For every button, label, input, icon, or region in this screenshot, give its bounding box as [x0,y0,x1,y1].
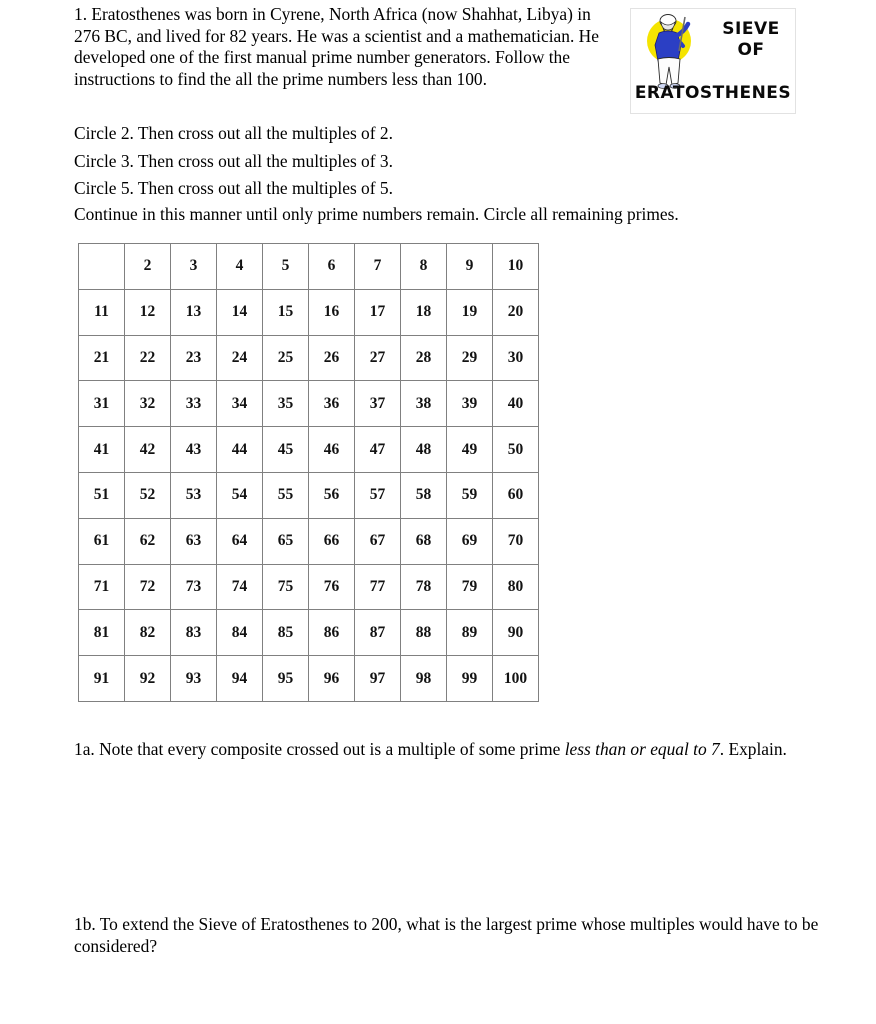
table-row [79,610,539,656]
grid-cell-73[interactable]: 73 [171,564,217,610]
grid-cell-36[interactable]: 36 [309,381,355,427]
table-row [79,656,539,702]
grid-cell-34[interactable]: 34 [217,381,263,427]
grid-cell-62[interactable]: 62 [125,518,171,564]
grid-cell-83[interactable]: 83 [171,610,217,656]
grid-cell-70[interactable]: 70 [493,518,539,564]
instruction-line-5: Circle 5. Then cross out all the multiples of 5. [74,178,393,198]
instruction-continue-line: Continue in this manner until only prime numbers remain. Circle all remaining primes. [74,204,679,224]
grid-cell-22[interactable]: 22 [125,335,171,381]
grid-cell-76[interactable]: 76 [309,564,355,610]
table-row [79,244,539,290]
question-1b: 1b. To extend the Sieve of Eratosthenes to 200, what is the largest prime whose multiples would have to be considered? [74,914,819,956]
grid-cell-30[interactable]: 30 [493,335,539,381]
grid-cell-42[interactable]: 42 [125,427,171,473]
grid-cell-69[interactable]: 69 [447,518,493,564]
grid-cell-empty[interactable] [79,244,125,290]
grid-cell-75[interactable]: 75 [263,564,309,610]
grid-cell-38[interactable]: 38 [401,381,447,427]
instruction-line-3: Circle 3. Then cross out all the multiples of 3. [74,150,393,171]
question-1a-text-part1: 1a. Note that every composite crossed out is a multiple of some prime [74,739,565,759]
grid-cell-15[interactable]: 15 [263,289,309,335]
grid-cell-51[interactable]: 51 [79,472,125,518]
sieve-number-table [78,243,539,702]
grid-cell-29[interactable]: 29 [447,335,493,381]
table-row [79,518,539,564]
grid-cell-52[interactable]: 52 [125,472,171,518]
table-row [79,427,539,473]
grid-cell-74[interactable]: 74 [217,564,263,610]
grid-cell-12[interactable]: 12 [125,289,171,335]
grid-cell-63[interactable]: 63 [171,518,217,564]
grid-cell-14[interactable]: 14 [217,289,263,335]
grid-cell-93[interactable]: 93 [171,656,217,702]
grid-cell-18[interactable]: 18 [401,289,447,335]
grid-cell-3[interactable]: 3 [171,244,217,290]
grid-cell-13[interactable]: 13 [171,289,217,335]
logo-wordmark-top [709,21,793,60]
grid-cell-45[interactable]: 45 [263,427,309,473]
grid-cell-9[interactable]: 9 [447,244,493,290]
grid-cell-86[interactable]: 86 [309,610,355,656]
grid-cell-79[interactable]: 79 [447,564,493,610]
instruction-list [74,120,774,203]
grid-cell-100[interactable]: 100 [493,656,539,702]
table-row [79,335,539,381]
grid-cell-59[interactable]: 59 [447,472,493,518]
grid-cell-7[interactable]: 7 [355,244,401,290]
grid-cell-32[interactable]: 32 [125,381,171,427]
grid-cell-81[interactable]: 81 [79,610,125,656]
logo-line-of: OF [737,39,765,60]
grid-cell-66[interactable]: 66 [309,518,355,564]
grid-cell-40[interactable]: 40 [493,381,539,427]
grid-cell-33[interactable]: 33 [171,381,217,427]
grid-cell-71[interactable]: 71 [79,564,125,610]
grid-cell-47[interactable]: 47 [355,427,401,473]
grid-cell-94[interactable]: 94 [217,656,263,702]
sieve-logo [630,8,796,114]
grid-cell-49[interactable]: 49 [447,427,493,473]
grid-cell-4[interactable]: 4 [217,244,263,290]
question-1a-text-part2: . Explain. [719,739,787,759]
grid-cell-43[interactable]: 43 [171,427,217,473]
grid-cell-57[interactable]: 57 [355,472,401,518]
grid-cell-72[interactable]: 72 [125,564,171,610]
page-header [0,0,876,122]
grid-cell-11[interactable]: 11 [79,289,125,335]
grid-cell-17[interactable]: 17 [355,289,401,335]
grid-cell-39[interactable]: 39 [447,381,493,427]
table-row [79,472,539,518]
greek-scholar-icon [635,11,707,93]
grid-cell-60[interactable]: 60 [493,472,539,518]
grid-cell-20[interactable]: 20 [493,289,539,335]
grid-cell-28[interactable]: 28 [401,335,447,381]
grid-cell-53[interactable]: 53 [171,472,217,518]
grid-cell-85[interactable]: 85 [263,610,309,656]
grid-cell-65[interactable]: 65 [263,518,309,564]
logo-line-sieve: SIEVE [722,19,780,39]
grid-cell-89[interactable]: 89 [447,610,493,656]
grid-cell-80[interactable]: 80 [493,564,539,610]
grid-cell-2[interactable]: 2 [125,244,171,290]
grid-cell-21[interactable]: 21 [79,335,125,381]
grid-cell-46[interactable]: 46 [309,427,355,473]
grid-cell-50[interactable]: 50 [493,427,539,473]
table-row [79,381,539,427]
grid-cell-19[interactable]: 19 [447,289,493,335]
grid-cell-25[interactable]: 25 [263,335,309,381]
grid-cell-64[interactable]: 64 [217,518,263,564]
grid-cell-44[interactable]: 44 [217,427,263,473]
grid-cell-88[interactable]: 88 [401,610,447,656]
question-1a-italic-clause: less than or equal to 7 [564,739,720,759]
grid-cell-26[interactable]: 26 [309,335,355,381]
grid-cell-95[interactable]: 95 [263,656,309,702]
grid-cell-90[interactable]: 90 [493,610,539,656]
grid-cell-31[interactable]: 31 [79,381,125,427]
grid-cell-54[interactable]: 54 [217,472,263,518]
grid-cell-92[interactable]: 92 [125,656,171,702]
grid-cell-77[interactable]: 77 [355,564,401,610]
grid-cell-48[interactable]: 48 [401,427,447,473]
table-row [79,564,539,610]
grid-cell-35[interactable]: 35 [263,381,309,427]
grid-cell-96[interactable]: 96 [309,656,355,702]
grid-cell-98[interactable]: 98 [401,656,447,702]
grid-cell-16[interactable]: 16 [309,289,355,335]
question-1a [74,738,814,760]
grid-cell-10[interactable]: 10 [493,244,539,290]
grid-cell-84[interactable]: 84 [217,610,263,656]
grid-cell-41[interactable]: 41 [79,427,125,473]
grid-cell-24[interactable]: 24 [217,335,263,381]
grid-cell-61[interactable]: 61 [79,518,125,564]
grid-cell-8[interactable]: 8 [401,244,447,290]
intro-paragraph: 1. Eratosthenes was born in Cyrene, North Africa (now Shahhat, Libya) in 276 BC, and lived for 82 years. He was a scientist and a mathematician. He developed one of the first manual prime number generators. Follow the instructions to find the all the prime numbers less than 100. [74,4,599,89]
grid-cell-27[interactable]: 27 [355,335,401,381]
grid-cell-78[interactable]: 78 [401,564,447,610]
logo-line-eratosthenes: ERATOSTHENES [634,83,792,103]
instruction-line-2: Circle 2. Then cross out all the multiples of 2. [74,123,393,143]
grid-cell-91[interactable]: 91 [79,656,125,702]
sieve-grid-container [78,243,539,702]
grid-cell-58[interactable]: 58 [401,472,447,518]
grid-cell-37[interactable]: 37 [355,381,401,427]
table-row [79,289,539,335]
grid-cell-67[interactable]: 67 [355,518,401,564]
grid-cell-23[interactable]: 23 [171,335,217,381]
grid-cell-5[interactable]: 5 [263,244,309,290]
grid-cell-82[interactable]: 82 [125,610,171,656]
grid-cell-55[interactable]: 55 [263,472,309,518]
grid-cell-56[interactable]: 56 [309,472,355,518]
grid-cell-99[interactable]: 99 [447,656,493,702]
grid-cell-87[interactable]: 87 [355,610,401,656]
grid-cell-6[interactable]: 6 [309,244,355,290]
grid-cell-97[interactable]: 97 [355,656,401,702]
grid-cell-68[interactable]: 68 [401,518,447,564]
